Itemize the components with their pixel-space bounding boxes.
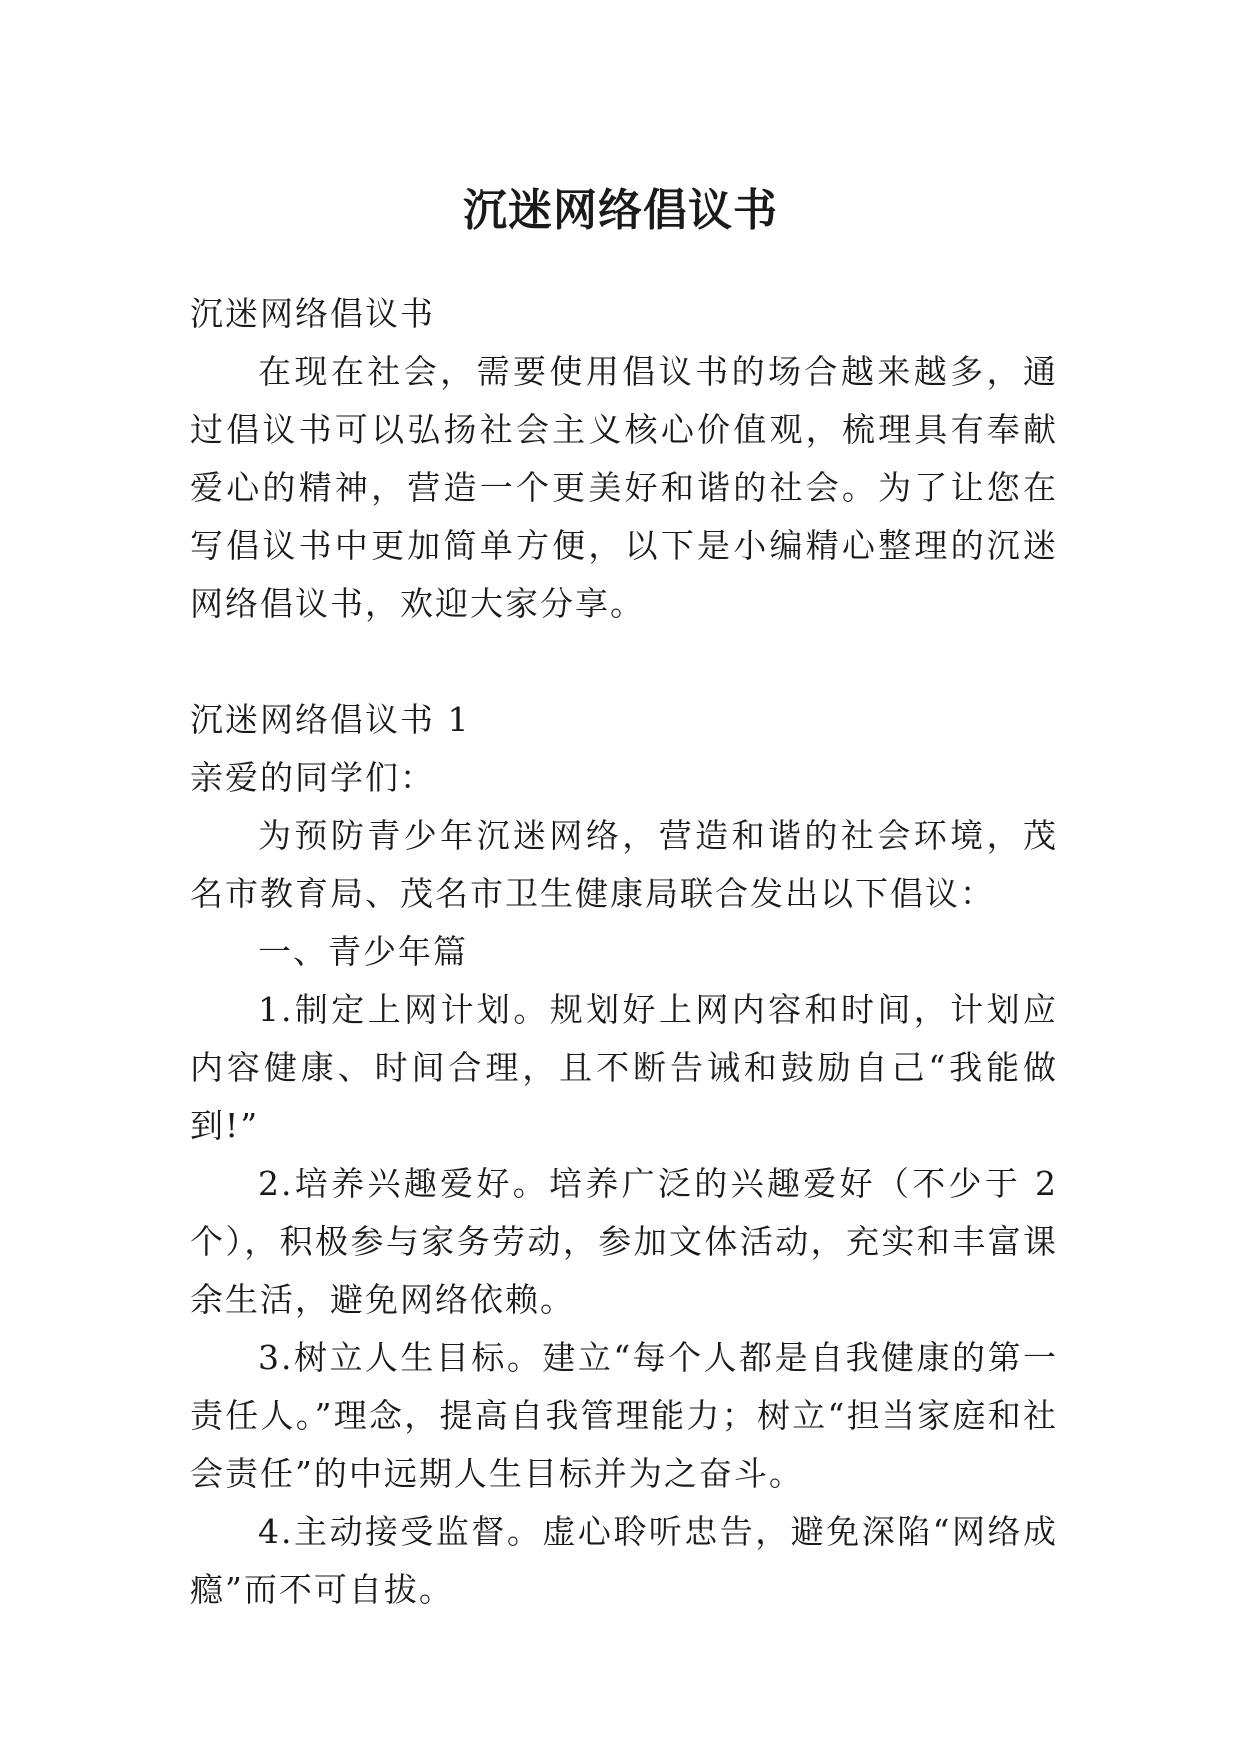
list-item: 4.主动接受监督。虚心聆听忠告，避免深陷“网络成瘾”而不可自拔。	[190, 1512, 1058, 1609]
intro-paragraph: 在现在社会，需要使用倡议书的场合越来越多，通过倡议书可以弘扬社会主义核心价值观，梳理具有奉献爱心的精神，营造一个更美好和谐的社会。为了让您在写倡议书中更加简单方便，以下是小编精心整理的沉迷网络倡议书，欢迎大家分享。	[190, 352, 1058, 623]
document-title: 沉迷网络倡议书	[463, 185, 778, 237]
list-item: 1.制定上网计划。规划好上网内容和时间，计划应内容健康、时间合理，且不断告诫和鼓励自己“我能做到!”	[190, 990, 1058, 1145]
salutation: 亲爱的同学们：	[190, 758, 435, 797]
paragraph-spacer	[190, 633, 1058, 691]
document-body	[190, 285, 1058, 1619]
list-item: 2.培养兴趣爱好。培养广泛的兴趣爱好（不少于 2 个），积极参与家务劳动，参加文体活动，充实和丰富课余生活，避免网络依赖。	[190, 1164, 1058, 1319]
part-heading: 一、青少年篇	[258, 932, 468, 971]
list-item: 3.树立人生目标。建立“每个人都是自我健康的第一责任人。”理念，提高自我管理能力；树立“担当家庭和社会责任”的中远期人生目标并为之奋斗。	[190, 1338, 1058, 1493]
subtitle: 沉迷网络倡议书	[190, 294, 435, 333]
section-heading: 沉迷网络倡议书 1	[190, 700, 471, 739]
opening-paragraph: 为预防青少年沉迷网络，营造和谐的社会环境，茂名市教育局、茂名市卫生健康局联合发出以下倡议：	[190, 816, 1058, 913]
